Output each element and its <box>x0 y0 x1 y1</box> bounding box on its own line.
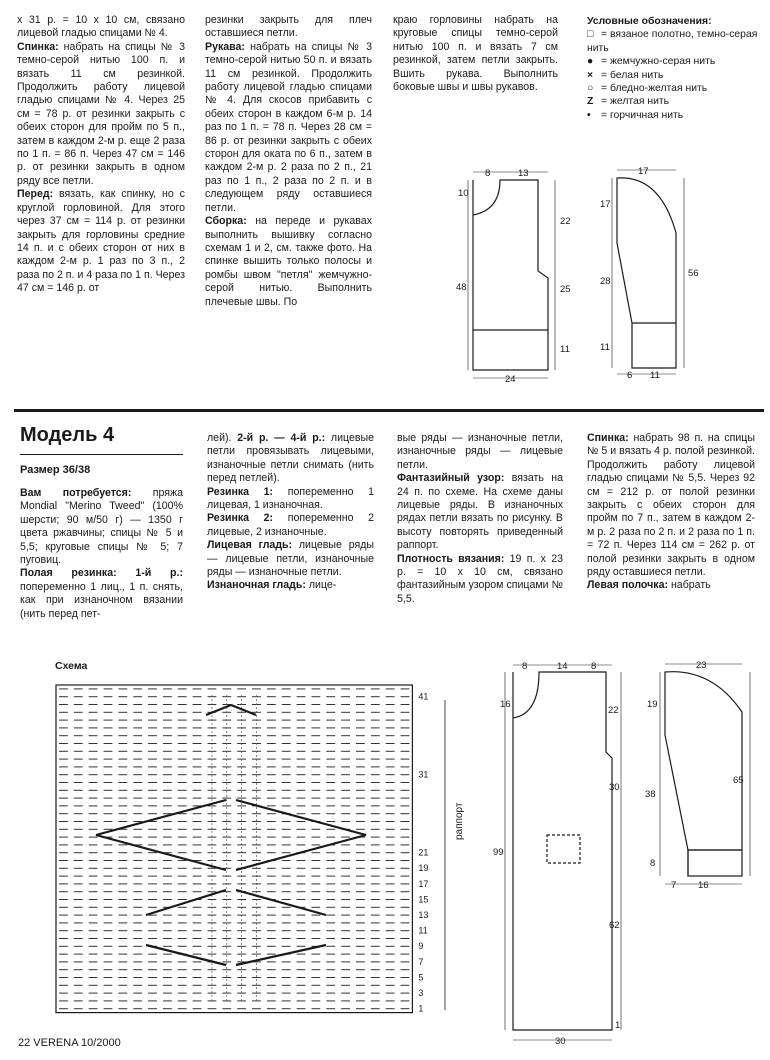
stockinette-text: лицевые ряды — лицевые петли, изнаночные ряды — изнаночные петли. <box>207 539 374 579</box>
chart-row-number: 17 <box>418 878 429 889</box>
rib1-text: попеременно 1 лицевая, 1 изнаночная. <box>207 485 374 512</box>
gauge-heading: Плотность вязания: <box>397 552 505 565</box>
dim-label: 22 <box>608 705 619 716</box>
front-text: вязать, как спинку, но с круглой горловиной. Для этого через 37 см = 114 р. от резинки закрыть для горловины средние 14 п. и с обеих сторон от них в каждом 2-м р. 1 раз по 3 п., 2 раза по 2 п. и 4 раза по 1 п. Через 47 см = 146 р. от <box>17 188 185 295</box>
dim-label: 8 <box>485 168 491 179</box>
rib-heading: Полая резинка: 1-й р.: <box>20 567 183 580</box>
dim-label: 25 <box>560 284 571 295</box>
rows-heading: 2-й р. — 4-й р.: <box>237 432 326 444</box>
dim-label: 23 <box>696 660 707 671</box>
dim-label: 24 <box>505 374 516 385</box>
dim-label: 19 <box>647 699 658 710</box>
dim-label: 7 <box>671 880 677 891</box>
legend-item: Z = желтая нить <box>587 96 670 108</box>
front-heading: Перед: <box>17 188 54 201</box>
materials-text: пряжа Mondial "Merino Tweed" (100% шерсти; 90 м/50 г) — 1350 г цвета ржавчины; спицы № 5 и 5,5; круговые спицы № 5; 7 пуговиц. <box>20 487 183 567</box>
fancy-text: вязать на 24 п. по схеме. На схеме даны лицевые ряды. В изнаночных рядах петли вязать по рисунку. В высоту повторять приведенный раппорт. <box>397 472 563 552</box>
legend-symbol: ● <box>587 56 594 68</box>
legend-symbol: × <box>587 69 594 81</box>
dim-label: 8 <box>522 661 528 672</box>
chart-row-number: 15 <box>418 894 429 905</box>
dim-label: 16 <box>698 880 709 891</box>
back-text: набрать на спицы № 3 темно-серой нитью 100 п. и вязать 11 см резинкой. Продолжить работу лицевой гладью спицами № 4. Через 25 см = 78 р. от резинки закрыть с обеих сторон для пройм по 5 п., затем в каждом 2-м р. еще 2 раза по 1 п. = 86 п. Через 47 см = 146 р. от резинки закрыть в одном ряду все петли. <box>17 40 185 187</box>
dim-label: 17 <box>638 166 649 177</box>
dim-label: 14 <box>557 661 568 672</box>
assembly-text: на переде и рукавах выполнить вышивку согласно схемам 1 и 2, см. также фото. На спинке вышить только полосы и ромбы швом "петля" жемчужно-серой нитью. Выполнить плечевые швы. По <box>205 215 372 308</box>
dim-label: 28 <box>600 276 611 287</box>
chart-row-number: 7 <box>418 956 424 967</box>
chart-row-number: 19 <box>418 863 429 874</box>
chart-row-number: 21 <box>418 847 429 858</box>
rib1-heading: Резинка 1: <box>207 485 274 498</box>
legend-item: □ = вязаное полотно, темно-серая нить <box>587 29 758 54</box>
dim-label: 48 <box>456 282 467 293</box>
top-col3-text: краю горловины набрать на круговые спицы темно-серой нитью 100 п. и вязать 7 см резинкой, затем петли закрыть. Вшить рукава. Выполнить боковые швы и швы рукавов. <box>393 14 558 94</box>
chart-row-number: 9 <box>418 941 424 952</box>
rib-text: попеременно 1 лиц., 1 п. снять, как при изнаночном вязании (нить перед пет- <box>20 580 183 620</box>
dim-label: 1 <box>615 1020 621 1031</box>
legend-symbol: ○ <box>587 83 594 95</box>
pocket-mark <box>547 835 580 863</box>
sleeves-text: набрать на спицы № 3 темно-серой нитью 50 п. и вязать 11 см резинкой. Продолжить работу лицевой гладью спицами № 4. Для скосов прибавить с обеих сторон в каждом 6-м р. 14 раз по 1 п. = 78 п. Через 28 см = 86 р. от резинки закрыть с обеих сторон для оката по 6 п., затем в каждом 2-м р. 2 раза по 2 п., 21 раз по 1 п., 2 раза по 2 п. и в следующем ряду оставшиеся петли. <box>205 40 372 214</box>
coat-pattern-labels <box>493 661 620 1047</box>
dim-label: 30 <box>555 1036 566 1047</box>
rapport-label: раппорт <box>454 802 465 840</box>
dim-label: 22 <box>560 216 571 227</box>
page-footer: 22 VERENA 10/2000 <box>18 1037 121 1049</box>
legend-title: Условные обозначения: <box>587 16 712 27</box>
legend-item: ● = жемчужно-серая нить <box>587 56 716 68</box>
dim-label: 6 <box>627 370 633 381</box>
dim-label: 16 <box>500 699 511 710</box>
rows-text: лицевые петли провязывать лицевыми, изнаночные петли снимать (нить перед петлей). <box>207 432 374 485</box>
back-heading: Спинка: <box>17 40 59 53</box>
dim-label: 11 <box>600 342 610 353</box>
dim-label: 65 <box>733 775 744 786</box>
dim-label: 8 <box>591 661 597 672</box>
chart-row-number: 31 <box>418 769 429 780</box>
left-front-text: набрать <box>670 579 711 592</box>
reverse-text: лице- <box>308 579 337 592</box>
size-line: Размер 36/38 <box>20 464 91 476</box>
dim-label: 11 <box>650 370 660 381</box>
dim-label: 8 <box>650 858 656 869</box>
legend-item: • = горчичная нить <box>587 109 684 121</box>
legend-item: ○ = бледно-желтая нить <box>587 83 708 95</box>
chart-row-number: 1 <box>418 1003 424 1014</box>
fancy-heading: Фантазийный узор: <box>397 472 505 485</box>
reverse-heading: Изнаночная гладь: <box>207 579 306 592</box>
dim-label: 56 <box>688 268 699 279</box>
stockinette-heading: Лицевая гладь: <box>207 539 293 552</box>
dim-label: 30 <box>609 782 620 793</box>
top-col2-intro: резинки закрыть для плеч оставшиеся петли. <box>205 14 372 40</box>
dim-label: 11 <box>560 344 570 355</box>
col2-cont: лей). <box>207 432 232 444</box>
col3-cont: вые ряды — изнаночные петли, изнаночные ряды — лицевые петли. <box>397 432 563 471</box>
dim-label: 99 <box>493 847 504 858</box>
chart-row-number: 5 <box>418 972 424 983</box>
assembly-heading: Сборка: <box>205 215 247 228</box>
legend-item: × = белая нить <box>587 69 664 81</box>
dim-label: 62 <box>609 920 620 931</box>
coat-back-heading: Спинка: <box>587 432 629 444</box>
dim-label: 38 <box>645 789 656 800</box>
dim-label: 13 <box>518 168 529 179</box>
chart-row-number: 41 <box>418 691 429 702</box>
chart-row-number: 13 <box>418 910 429 920</box>
legend-symbol: • <box>587 109 591 121</box>
coat-sleeve-pattern <box>660 664 750 884</box>
coat-pattern <box>505 665 621 1040</box>
left-front-heading: Левая полочка: <box>587 579 668 592</box>
chart-row-number: 3 <box>418 988 424 998</box>
rib2-text: попеременно 2 лицевые, 2 изнаночные. <box>207 512 374 538</box>
materials-heading: Вам потребуется: <box>20 487 132 499</box>
legend-symbol: Z <box>587 96 594 108</box>
rib2-heading: Резинка 2: <box>207 512 274 525</box>
sleeves-heading: Рукава: <box>205 40 245 53</box>
dim-label: 17 <box>600 199 611 210</box>
model-title: Модель 4 <box>20 424 115 446</box>
coat-back-text: набрать 98 п. на спицы № 5 и вязать 4 р. полой резинкой. Продолжить работу лицевой гладью спицами № 5,5. Через 92 см = 212 р. от полой резинки закрыть с обеих сторон для пройм по 7 п., затем в каждом 2-м р. 2 раза по 2 п. и 2 раза по 1 п. = 72 п. Через 114 см = 262 р. от полой резинки закрыть в одном ряду оставшиеся петли. <box>587 432 755 579</box>
dim-label: 10 <box>458 188 469 199</box>
chart-row-number: 11 <box>418 925 428 936</box>
top-col1-intro: х 31 р. = 10 х 10 см, связано лицевой гладью спицами № 4. <box>17 14 185 40</box>
legend-symbol: □ <box>587 29 594 41</box>
scheme-title: Схема <box>55 660 88 672</box>
gauge-text: 19 п. х 23 р. = 10 х 10 см, связано фантазийным узором спицами № 5,5. <box>397 552 563 605</box>
